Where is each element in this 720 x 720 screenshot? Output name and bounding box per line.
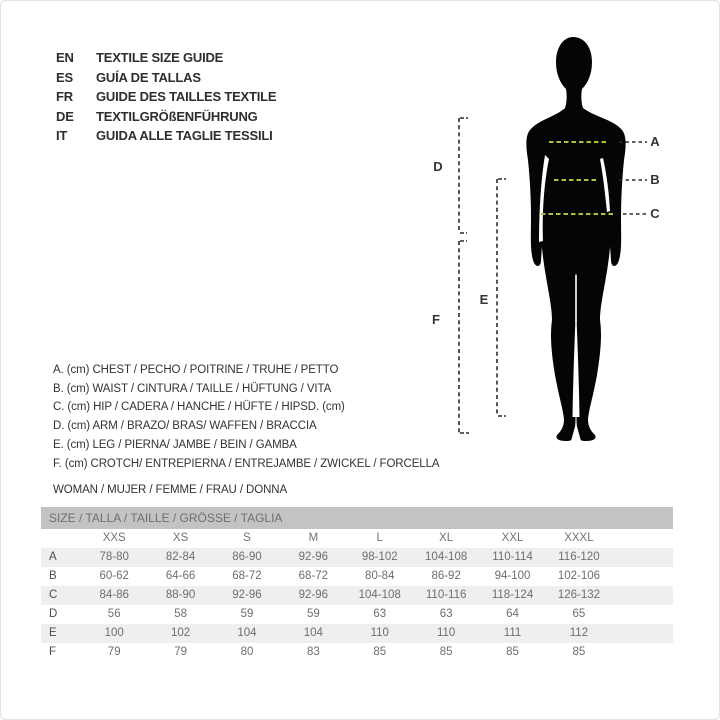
language-title-list	[56, 48, 276, 146]
size-value-cell: 78-80	[99, 551, 129, 563]
size-value-cell: 59	[306, 608, 320, 620]
table-header-bar: SIZE / TALLA / TAILLE / GRÖSSE / TAGLIA	[41, 507, 673, 529]
language-row	[56, 68, 276, 88]
size-column-label: XL	[439, 532, 454, 544]
size-value-cell: 58	[174, 608, 187, 620]
measurement-item: D. (cm) ARM / BRAZO/ BRAS/ WAFFEN / BRACCIA	[53, 420, 317, 433]
language-title: TEXTILGRÖßENFÜHRUNG	[96, 108, 258, 124]
language-row	[56, 48, 276, 68]
size-table	[41, 507, 673, 662]
size-value-cell: 92-96	[298, 589, 329, 601]
table-row	[41, 624, 673, 643]
row-filler	[612, 605, 673, 624]
table-row	[41, 548, 673, 567]
size-value-cell: 110-114	[492, 551, 533, 563]
marker-waist: B	[650, 172, 660, 187]
row-label: E	[49, 627, 57, 639]
size-value-cell: 79	[174, 646, 187, 658]
leg-gap	[575, 275, 577, 323]
size-column-label: S	[243, 532, 251, 544]
size-value-cell: 104	[237, 627, 257, 639]
language-row	[56, 87, 276, 107]
size-value-cell: 56	[107, 608, 121, 620]
measurement-item: F. (cm) CROTCH/ ENTREPIERNA / ENTREJAMBE / ZWICKEL / FORCELLA	[53, 457, 440, 470]
size-value-cell: 82-84	[165, 551, 196, 563]
size-value-cell: 110	[436, 627, 456, 639]
size-column-label: XS	[172, 532, 189, 544]
language-row	[56, 126, 276, 146]
audience-line: WOMAN / MUJER / FEMME / FRAU / DONNA	[53, 484, 288, 496]
size-value-cell: 100	[104, 627, 124, 639]
row-filler	[612, 548, 673, 567]
table-row	[41, 643, 673, 662]
language-title: GUIDA ALLE TAGLIE TESSILI	[96, 128, 273, 144]
size-header-row	[41, 529, 673, 548]
size-value-cell: 65	[572, 608, 586, 620]
size-value-cell: 68-72	[232, 570, 262, 582]
row-filler	[612, 567, 673, 586]
measurement-legend	[53, 361, 439, 473]
size-table-body	[41, 548, 673, 662]
row-label: C	[49, 589, 58, 601]
size-value-cell: 104-108	[425, 551, 468, 563]
marker-crotch: F	[432, 312, 440, 327]
size-value-cell: 80-84	[365, 570, 395, 582]
measurement-item: A. (cm) CHEST / PECHO / POITRINE / TRUHE / PETTO	[53, 364, 339, 376]
size-value-cell: 83	[306, 646, 320, 658]
size-value-cell: 102	[170, 627, 191, 639]
size-value-cell: 80	[240, 646, 254, 658]
language-title: GUIDE DES TAILLES TEXTILE	[96, 89, 277, 105]
size-value-cell: 85	[572, 646, 586, 658]
size-header-corner	[41, 529, 81, 548]
size-value-cell: 111	[503, 627, 522, 639]
marker-hip: C	[650, 206, 660, 221]
size-value-cell: 86-90	[232, 551, 262, 563]
size-value-cell: 98-102	[361, 551, 398, 563]
size-value-cell: 63	[439, 608, 453, 620]
woman-figure-diagram	[421, 31, 701, 451]
size-column-label: M	[308, 532, 319, 544]
size-value-cell: 116-120	[558, 551, 600, 563]
size-value-cell: 64-66	[165, 570, 196, 582]
language-title: GUÍA DE TALLAS	[96, 69, 201, 85]
size-column-label: XXXL	[564, 532, 594, 544]
marker-chest: A	[650, 134, 660, 149]
size-column-label: L	[376, 532, 383, 544]
size-value-cell: 63	[373, 608, 387, 620]
size-value-cell: 84-86	[99, 589, 129, 601]
size-value-cell: 104	[303, 627, 323, 639]
table-row	[41, 567, 673, 586]
size-value-cell: 118-124	[491, 589, 534, 601]
row-label: F	[49, 646, 57, 658]
language-code: DE	[56, 108, 74, 124]
row-filler	[612, 586, 673, 605]
row-filler	[612, 624, 673, 643]
marker-leg: E	[479, 292, 489, 307]
measurement-item: B. (cm) WAIST / CINTURA / TAILLE / HÜFTUNG / VITA	[53, 382, 332, 395]
row-label: A	[49, 551, 57, 563]
language-code: IT	[56, 128, 68, 144]
size-value-cell: 110	[370, 627, 389, 639]
size-value-cell: 92-96	[232, 589, 262, 601]
size-value-cell: 92-96	[298, 551, 329, 563]
language-code: ES	[56, 69, 73, 85]
size-value-cell: 88-90	[165, 589, 196, 601]
woman-silhouette-graphic	[421, 31, 701, 451]
size-column-label: XXS	[102, 532, 126, 544]
table-row	[41, 605, 673, 624]
row-filler	[612, 643, 673, 662]
size-value-cell: 86-92	[431, 570, 461, 582]
size-value-cell: 85	[439, 646, 453, 658]
marker-arm: D	[433, 159, 443, 174]
measurement-item: C. (cm) HIP / CADERA / HANCHE / HÜFTE / HIPSD. (cm)	[53, 401, 345, 414]
row-label: D	[49, 608, 58, 620]
size-header-filler	[612, 529, 673, 548]
size-value-cell: 85	[373, 646, 387, 658]
language-row	[56, 107, 276, 127]
size-value-cell: 102-106	[557, 570, 601, 582]
size-value-cell: 64	[506, 608, 519, 620]
size-value-cell: 68-72	[298, 570, 329, 582]
size-value-cell: 94-100	[494, 570, 531, 582]
table-row	[41, 586, 673, 605]
size-value-cell: 126-132	[557, 589, 601, 601]
size-column-label: XXL	[501, 532, 524, 544]
language-title: TEXTILE SIZE GUIDE	[96, 50, 224, 65]
size-value-cell: 112	[569, 627, 589, 639]
size-value-cell: 110-116	[425, 589, 467, 601]
size-value-cell: 79	[107, 646, 121, 658]
measurement-item: E. (cm) LEG / PIERNA/ JAMBE / BEIN / GAMBA	[53, 438, 297, 451]
size-value-cell: 85	[506, 646, 519, 658]
language-code: EN	[56, 50, 74, 65]
size-value-cell: 104-108	[358, 589, 401, 601]
row-label: B	[49, 570, 57, 582]
language-code: FR	[56, 89, 73, 105]
size-value-cell: 59	[240, 608, 254, 620]
size-value-cell: 60-62	[99, 570, 129, 582]
